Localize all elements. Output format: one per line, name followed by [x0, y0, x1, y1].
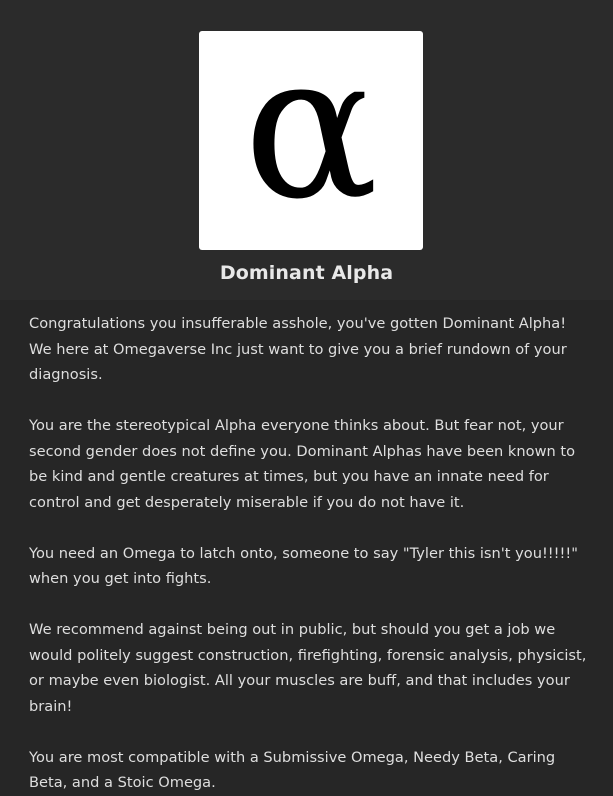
- result-header: [0, 0, 613, 300]
- result-image: [199, 31, 423, 250]
- alpha-glyph: α: [243, 31, 379, 244]
- alpha-symbol-icon: [199, 31, 423, 250]
- result-description: [0, 300, 613, 796]
- description-paragraph: Congratulations you insufferable asshole, you've gotten Dominant Alpha! We here at Omegaverse Inc just want to give you a brief rundown of your diagnosis.: [29, 315, 567, 383]
- result-title: Dominant Alpha: [219, 262, 394, 284]
- description-paragraph: You are the stereotypical Alpha everyone thinks about. But fear not, your second gender does not define you. Dominant Alphas have been known to be kind and gentle creatures at times, but you have an innate need for control and get desperately miserable if you do not have it.: [29, 417, 576, 511]
- description-paragraph: You need an Omega to latch onto, someone to say "Tyler this isn't you!!!!!" when you get into fights.: [29, 544, 578, 587]
- description-paragraph: We recommend against being out in public, but should you get a job we would politely suggest construction, firefighting, forensic analysis, physicist, or maybe even biologist. All your muscles are buff, and that includes your brain!: [29, 621, 587, 715]
- description-paragraph: You are most compatible with a Submissive Omega, Needy Beta, Caring Beta, and a Stoic Omega.: [29, 748, 556, 791]
